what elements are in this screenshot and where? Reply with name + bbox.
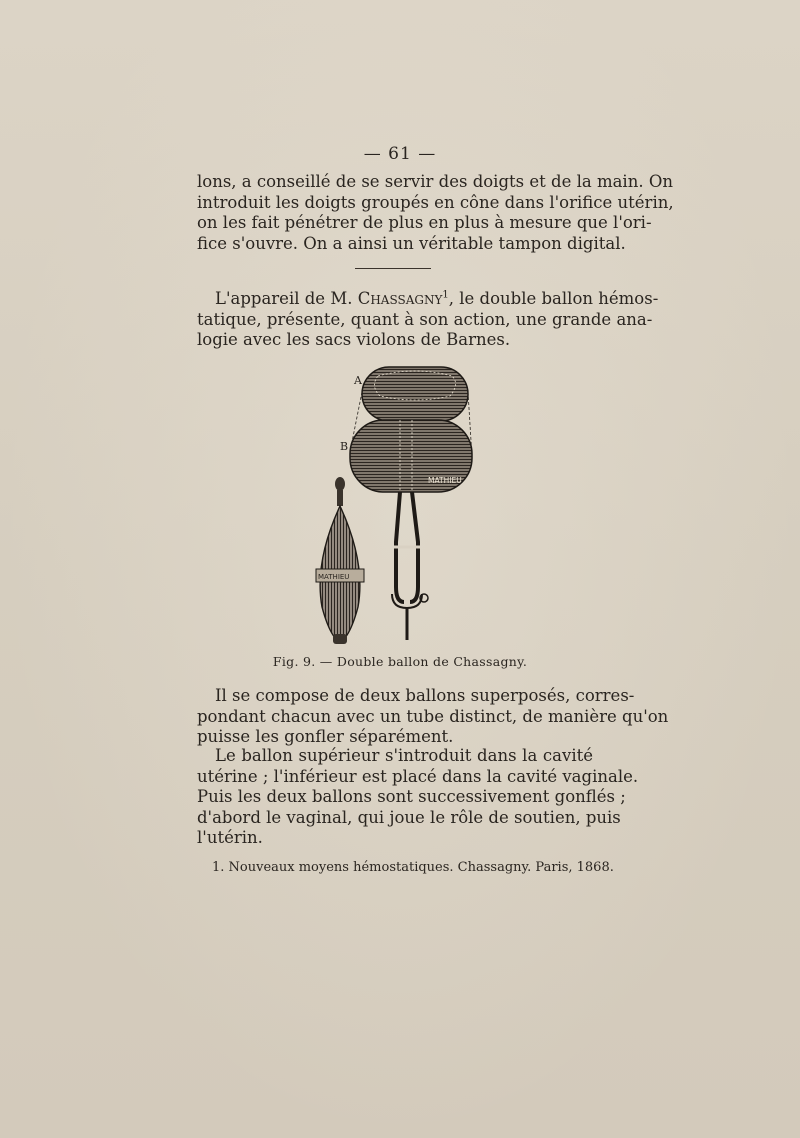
text-line — [197, 289, 659, 310]
text-line: Le ballon supérieur s'introduit dans la cavité — [215, 746, 593, 765]
section-divider — [355, 268, 431, 269]
text-line: utérine ; l'inférieur est placé dans la cavité vaginale. — [197, 766, 639, 786]
text-line: Il se compose de deux ballons superposés, corres- — [215, 686, 635, 705]
text-line: logie avec les sacs violons de Barnes. — [197, 330, 511, 350]
page-number: — 61 — — [363, 144, 437, 164]
figure-double-balloon — [300, 362, 500, 652]
maker-mark: MATHIEU — [318, 573, 350, 581]
figure-label-a: A — [354, 374, 362, 387]
text-line: introduit les doigts groupés en cône dans l'orifice utérin, — [197, 192, 674, 212]
paragraph-4 — [197, 746, 639, 849]
maker-mark: MATHIEU — [428, 476, 462, 485]
text-line: d'abord le vaginal, qui joue le rôle de soutien, puis — [197, 807, 621, 827]
text-line: puisse les gonfler séparément. — [197, 727, 454, 747]
text-line: lons, a conseillé de se servir des doigts et de la main. On — [197, 172, 673, 191]
text-line: pondant chacun avec un tube distinct, de manière qu'on — [197, 706, 669, 726]
upper-balloon — [362, 367, 468, 421]
lower-balloon — [350, 420, 472, 492]
double-balloon-illustration — [300, 362, 500, 652]
footnote-reference: 1 — [442, 289, 449, 301]
author-name: Chassagny — [357, 289, 443, 308]
text-line: fice s'ouvre. On a ainsi un véritable tampon digital. — [197, 233, 626, 253]
text-line: Puis les deux ballons sont successivement gonflés ; — [197, 787, 626, 807]
footnote: 1. Nouveaux moyens hémostatiques. Chassagny. Paris, 1868. — [212, 860, 614, 875]
figure-caption: Fig. 9. — Double ballon de Chassagny. — [272, 654, 528, 669]
text-fragment: , le double ballon hémos- — [448, 289, 659, 308]
text-line: on les fait pénétrer de plus en plus à mesure que l'ori- — [197, 213, 652, 233]
paragraph-1 — [197, 172, 674, 254]
pump-bulb — [316, 477, 364, 644]
text-line: tatique, présente, quant à son action, une grande ana- — [197, 309, 653, 329]
paragraph-2 — [197, 289, 659, 351]
paragraph-3 — [197, 686, 669, 748]
text-fragment: L'appareil de M. — [215, 289, 358, 308]
balloon-tubes — [392, 492, 428, 640]
text-line: l'utérin. — [197, 828, 263, 848]
figure-label-b: B — [340, 440, 349, 453]
